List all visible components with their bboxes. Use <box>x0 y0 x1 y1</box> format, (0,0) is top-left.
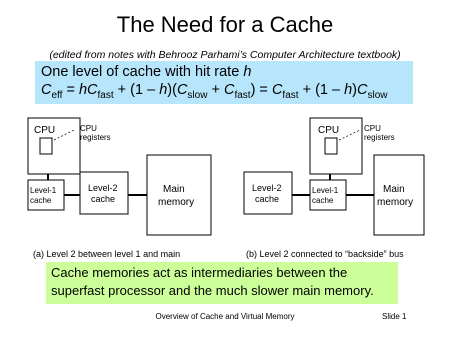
l2-label-b-1: Level-2 <box>252 183 282 193</box>
diagram-a <box>28 118 211 259</box>
caption-a: (a) Level 2 between level 1 and main <box>33 249 181 259</box>
summary-text: Cache memories act as intermediaries between the superfast processor and the much slower main memory. <box>51 265 374 298</box>
cpu-label-b: CPU <box>318 125 340 136</box>
l2-label-a-2: cache <box>91 194 116 204</box>
l1-box-b <box>310 180 346 210</box>
formula-intro: One level of cache with hit rate h <box>41 64 252 80</box>
l1-label-b-2: cache <box>312 196 334 205</box>
l2-box-b <box>244 172 292 214</box>
mem-label-b-1: Main <box>383 184 405 195</box>
l1-box-a <box>28 180 64 210</box>
l1-label-a-2: cache <box>30 196 52 205</box>
mem-box-a <box>147 155 211 235</box>
cpu-label-a: CPU <box>34 125 56 136</box>
l1-label-b-1: Level-1 <box>312 186 339 195</box>
registers-label-b-2: registers <box>364 133 395 142</box>
formula-equation: $C_{eff} = hC_{fast} + (1 - h)(C_{slow} + C_{fast}) = C_{fast} + (1 - h)C_{slow}$ <box>41 82 388 101</box>
summary-box <box>46 262 398 304</box>
registers-label-b-1: CPU <box>364 124 381 133</box>
registers-label-a-1: CPU <box>80 124 97 133</box>
registers-pointer-b <box>339 130 360 140</box>
mem-label-a-1: Main <box>163 184 185 195</box>
l1-label-a-1: Level-1 <box>30 186 57 195</box>
mem-label-b-2: memory <box>377 197 414 208</box>
mem-box-b <box>374 155 424 235</box>
diagram-b <box>244 118 424 259</box>
l2-label-a-1: Level-2 <box>88 183 118 193</box>
registers-label-a-2: registers <box>80 133 111 142</box>
l2-box-a <box>80 172 128 214</box>
registers-box-b <box>325 138 337 154</box>
registers-pointer-a <box>54 130 74 140</box>
mem-label-a-2: memory <box>158 197 195 208</box>
footer-title: Overview of Cache and Virtual Memory <box>155 312 295 321</box>
registers-box-a <box>40 138 52 154</box>
slide-title: The Need for a Cache <box>116 12 334 37</box>
caption-b: (b) Level 2 connected to “backside” bus <box>246 249 404 259</box>
l2-label-b-2: cache <box>255 194 280 204</box>
slide-number: Slide 1 <box>382 312 407 321</box>
slide-subtitle: (edited from notes with Behrooz Parhami’s Computer Architecture textbook) <box>49 49 401 61</box>
